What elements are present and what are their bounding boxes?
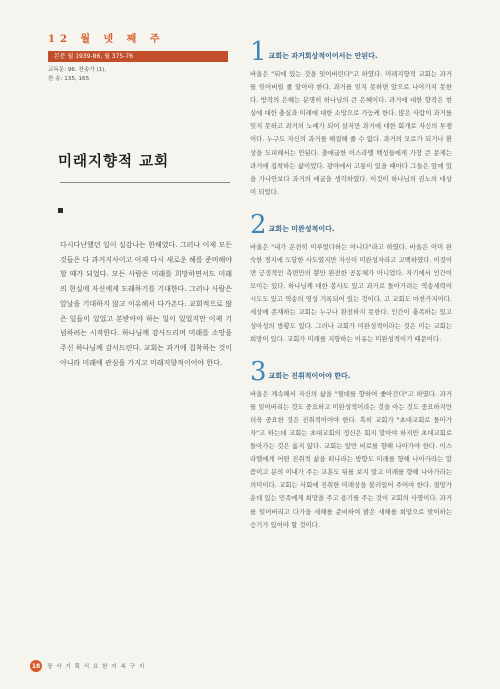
week-title: 12 월 넷 째 주 — [48, 34, 165, 45]
section-number: 3 — [250, 356, 267, 387]
page-title: 미래지향적 교회 — [58, 154, 170, 170]
sermon-points — [250, 36, 452, 532]
meta-line: 교독문: 96. 찬송가 (1), — [48, 67, 107, 73]
section-body: 바울은 "뒤에 있는 것을 잊어버린다"고 하였다. 미래지향적 교회는 과거를 잊어버릴 줄 알아야 한다. 과거를 잊지 못하면 앞으로 나아가지 못한다. 방작의 은혜는 분명히 하나님의 큰 은혜이다. 과거에 대한 향작은 현실에 대한 충실과 미래에 대한 소망으로 가능케 한다. 많은 사람이 과거를 잊지 못하고 과거의 노예가 되어 살지만 과거에 대한 회개로 자신의 투쟁이다. 누구도 자신의 과거를 해결해 줄 수 없다. 과거의 모로가 되거나 환상을 도피해서는 안된다. 출애굽한 이스라엘 백성들에게 가장 큰 문제는 과거에 집착하는 삶이었다. 광야에서 고통이 있을 때마다 그들은 앞에 있을 가나안보다 과거의 애굽을 생각하였다. 이것이 하나님의 권노의 대상이 되었다. — [250, 70, 452, 196]
intro-paragraph: 다시다난했던 일이 실감나는 한해였다. 그러나 이제 모든 것들은 다 과거지사이고 이제 다시 새로운 해를 준비해야 할 때가 되었다. 모든 사람은 미래를 희망하면서도 미래의 현실에 자신에게 도래하기를 기대한다. 그러나 사람은 앞날을 기대하지 않고 이유해서 다가온다. 교회적으로 많은 일들이 있었고 본받아야 하는 일이 있었지만 이제 기념하려는 시작한다. 하나님께 감사드리며 미래를 소망을 주신 하나님께 감사드린다. 교회는 과거에 집착하는 것이 아니라 미래에 관심을 가지고 미래지향적이어야 한다. — [60, 241, 232, 367]
section-number: 2 — [250, 209, 267, 240]
section-1 — [250, 36, 452, 199]
square-bullet-icon — [58, 208, 63, 213]
section-title: 교회는 미완성적이다. — [268, 224, 335, 233]
page-number-badge: 18 — [30, 660, 42, 672]
section-body: 바울은 "내가 온전히 이루었다하는 아니다"라고 하였다. 바울은 이미 완숙한 경지에 도달한 사도였지만 자신이 미완성자라고 고백하였다. 이것이면 긍정적인 측면만의 뿐만 완전한 공동체가 아니었다. 자기에서 인간이 모이는 있다. 하나님께 대한 봉사도 있고 과거로 돌아가려는 역송세력이 시도도 있고 역송의 영성 기록되어 있는 것이다. 고 교회도 마찬가지이다. 세상에 존재하는 교회는 누구나 완전하지 못한다. 인간이 충족하는 있고 성아성의 방황도 있다. 그러나 교회가 미완성적이라는 것은 미는 교회는 희망이 있다. 교회가 미래를 지향하는 이유는 미완성적이기 때문이다. — [250, 242, 452, 343]
section-heading — [250, 356, 452, 387]
section-3 — [250, 356, 452, 532]
section-heading — [250, 36, 452, 67]
left-header — [48, 30, 228, 84]
publication-name: 장 사 기 획 서 요 한 지 복 구 지 — [47, 664, 146, 670]
title-divider — [60, 182, 230, 183]
section-number: 1 — [250, 37, 267, 67]
meta-info — [48, 66, 228, 84]
page-footer — [30, 660, 145, 672]
scripture-band: 본문 월 1939-86, 월 375-76 — [48, 51, 228, 62]
section-title: 교회는 과거회상적이어서는 안된다. — [268, 52, 378, 60]
section-body: 바울은 계속해서 자신의 삶을 "뒷데를 향하여 좇아간다"고 하였다. 과거를 잊어버리는 것도 중요하고 미완성적이라는 것을 아는 것도 중요하지만 더욱 중요한 것은 진취적이어야 한다. 혹히 교회가 "초대교회로 돌아가자"고 하는데 교회는 초대교회의 정신은 회지 말아야 하지만 초대교회로 돌아가는 것은 옳지 않다. 교회는 앞만 비로를 향해 나아가야 한다. 이스라엘에게 어떤 진취적 삶을 떠나라는 방향도 미래를 향해 나아가라는 말씀이고 분의 이내가 주는 교훈도 뒤를 보지 말고 미래를 향해 나아가라는 의미이다. 교회는 사회에 진취한 미래상을 불러일어 주어야 한다. 절망가운데 있는 민족에게 희망을 주고 용기를 주는 것이 교회의 사명이다. 과거를 잊어버리고 다가을 새해를 준비하여 밝은 새해를 희망으로 맞이하는 승기가 있어야 할 것이다. — [250, 389, 452, 529]
section-heading — [250, 209, 452, 240]
section-title: 교회는 진취적이어야 한다. — [268, 371, 351, 380]
meta-line: 찬 송: 135, 165 — [48, 76, 90, 82]
section-2 — [250, 209, 452, 346]
